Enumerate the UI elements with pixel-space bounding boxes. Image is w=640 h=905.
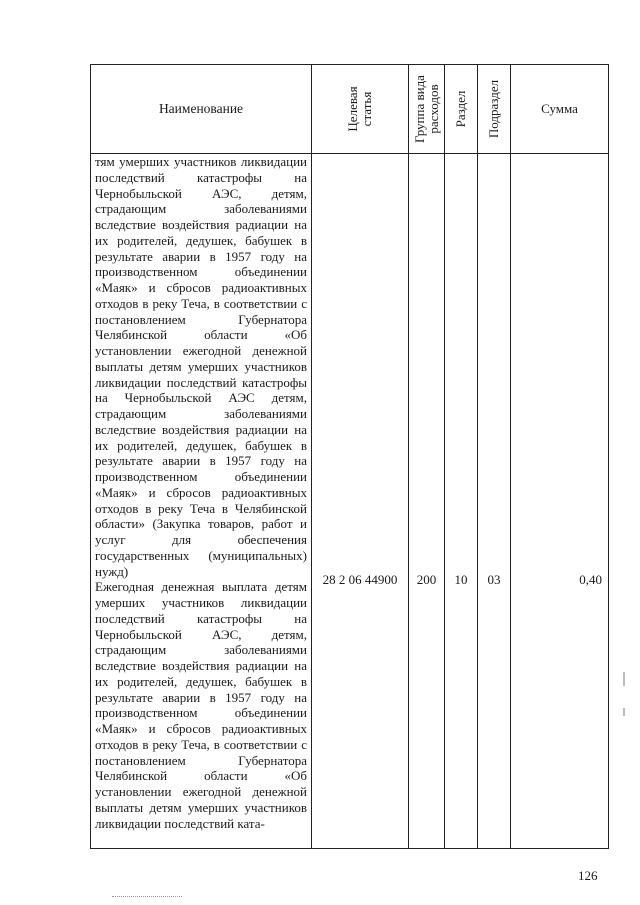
row-group-value: 200 xyxy=(416,572,437,587)
row-text-continued: тям умерших участников ликвидации последствий катастрофы на Чернобыльской АЭС, детям, страдающим заболеваниями вследствие воздействия радиации на их родителей, дедушек, бабушек в результате аварии в 1957 году на производственном объединении «Маяк» и сбросов радиоактивных отходов в реку Теча, в соответствии с постановлением Губернатора Челябинской области «Об установлении ежегодной денежной выплаты детям умерших участников ликвидации последствий катастрофы на Чернобыльской АЭС детям, страдающим заболеваниями вследствие воздействия радиации на их родителей, дедушек, бабушек в результате аварии в 1957 году на производственном объединении «Маяк» и сбросов радиоактивных отходов в реку Теча в Челябинской области» (Закупка товаров, работ и услуг для обеспечения государственных (муниципальных) нужд) xyxy=(95,154,307,579)
row-text-next: Ежегодная денежная выплата детям умерших участников ликвидации последствий катастрофы на Чернобыльской АЭС, детям, страдающим заболеваниями вследствие воздействия радиации на их родителей, дедушек, бабушек в результате аварии в 1957 году на производственном объединении «Маяк» и сбросов радиоактивных отходов в реку Теча, в соответствии с постановлением Губернатора Челябинской области «Об установлении ежегодной денежной выплаты детям умерших участников ликвидации последствий ката- xyxy=(95,579,307,831)
row-subsection-cell xyxy=(478,154,511,849)
row-group-cell xyxy=(409,154,445,849)
scan-artifact-mark xyxy=(623,672,625,686)
header-name: Наименование xyxy=(91,65,312,154)
row-name-cell xyxy=(91,154,312,849)
header-expense-group: Группа вида расходов xyxy=(409,65,445,154)
row-target-cell xyxy=(312,154,409,849)
header-subsection: Подраздел xyxy=(478,65,511,154)
header-target-article: Целевая статья xyxy=(312,65,409,154)
header-sum: Сумма xyxy=(511,65,609,154)
page-number: 126 xyxy=(578,868,598,883)
row-subsection-value: 03 xyxy=(487,572,501,587)
scan-artifact-line xyxy=(112,896,182,897)
scan-artifact-mark xyxy=(623,708,625,716)
row-target-value: 28 2 06 44900 xyxy=(322,572,398,587)
row-sum-value: 0,40 xyxy=(579,572,602,587)
row-sum-cell xyxy=(511,154,609,849)
header-section: Раздел xyxy=(445,65,478,154)
table-row xyxy=(91,154,609,849)
row-section-value: 10 xyxy=(454,572,468,587)
row-section-cell xyxy=(445,154,478,849)
table-header-row xyxy=(91,65,609,154)
budget-table xyxy=(90,64,609,849)
